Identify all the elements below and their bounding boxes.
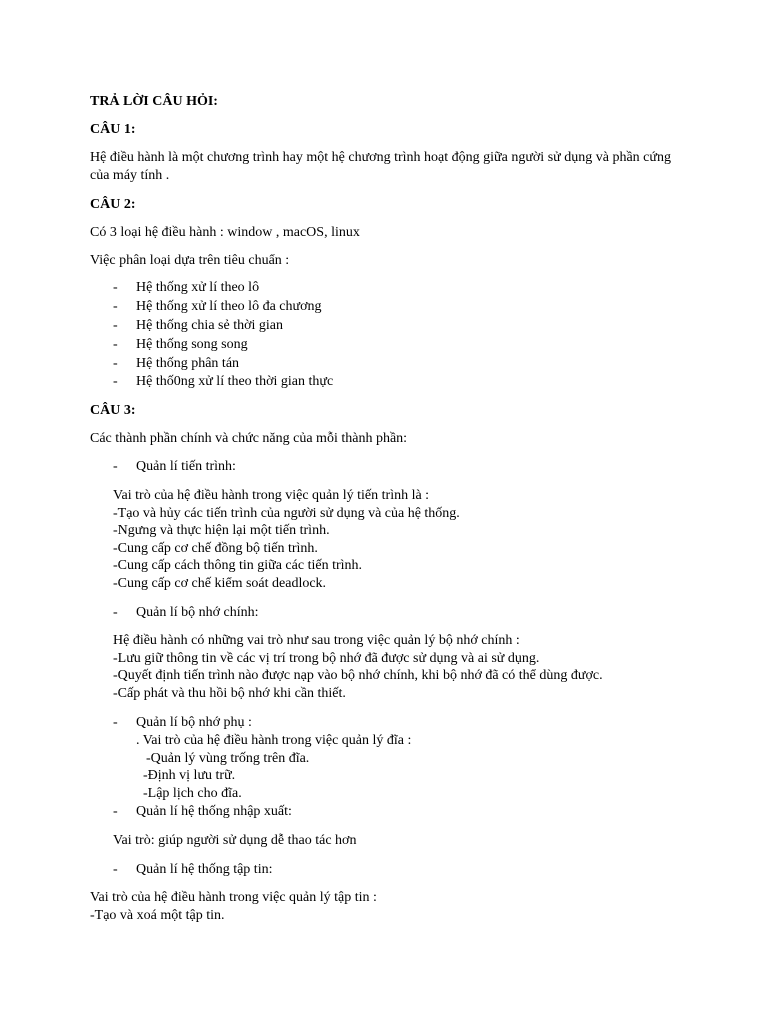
bullet-dash: - <box>113 804 118 819</box>
section-label: Quản lí bộ nhớ chính: <box>136 605 259 620</box>
section-text-line: -Lập lịch cho đĩa. <box>143 786 242 801</box>
question-2-title: CÂU 2: <box>90 197 136 212</box>
bullet-dash: - <box>113 605 118 620</box>
list-item: Hệ thống chia sẻ thời gian <box>136 318 283 333</box>
section-text-line: -Lưu giữ thông tin về các vị trí trong bộ nhớ đã được sử dụng và ai sử dụng. <box>113 651 540 666</box>
section-text-line: -Cấp phát và thu hồi bộ nhớ khi cần thiết. <box>113 686 346 701</box>
list-item: Hệ thống song song <box>136 337 248 352</box>
section-label: Quản lí tiến trình: <box>136 459 236 474</box>
section-text-line: Vai trò của hệ điều hành trong việc quản lý tiến trình là : <box>113 488 430 503</box>
section-text-line: -Tạo và xoá một tập tin. <box>90 908 225 923</box>
bullet-dash: - <box>113 459 118 474</box>
question-1-title: CÂU 1: <box>90 122 136 137</box>
section-text-line: Hệ điều hành có những vai trò như sau trong việc quản lý bộ nhớ chính : <box>113 633 520 648</box>
bullet-dash: - <box>113 299 118 314</box>
section-label: Quản lí bộ nhớ phụ : <box>136 715 252 730</box>
question-2-criteria: Việc phân loại dựa trên tiêu chuẩn : <box>90 253 290 268</box>
section-text-line: -Định vị lưu trữ. <box>143 768 236 783</box>
section-text-line: -Tạo và hủy các tiến trình của người sử dụng và của hệ thống. <box>113 506 460 521</box>
section-text-line: Vai trò: giúp người sử dụng dễ thao tác hơn <box>113 833 357 848</box>
section-text-line: -Cung cấp cơ chế kiểm soát deadlock. <box>113 576 327 591</box>
section-text-line: . Vai trò của hệ điều hành trong việc quản lý đĩa : <box>136 733 412 748</box>
section-label: Quản lí hệ thống tập tin: <box>136 862 273 877</box>
list-item: Hệ thống xử lí theo lô đa chương <box>136 299 322 314</box>
bullet-dash: - <box>113 715 118 730</box>
question-2-intro: Có 3 loại hệ điều hành : window , macOS, linux <box>90 225 360 240</box>
question-1-text-line: của máy tính . <box>90 168 170 183</box>
section-text-line: -Cung cấp cơ chế đồng bộ tiến trình. <box>113 541 318 556</box>
section-text-line: -Quản lý vùng trống trên đĩa. <box>146 751 310 766</box>
question-1-text-line: Hệ điều hành là một chương trình hay một hệ chương trình hoạt động giữa người sử dụng và phần cứng <box>90 150 671 165</box>
document-heading: TRẢ LỜI CÂU HỎI: <box>90 94 218 109</box>
question-3-intro: Các thành phần chính và chức năng của mỗi thành phần: <box>90 431 408 446</box>
bullet-dash: - <box>113 318 118 333</box>
bullet-dash: - <box>113 337 118 352</box>
section-text-line: Vai trò của hệ điều hành trong việc quản lý tập tin : <box>90 890 377 905</box>
list-item: Hệ thống xử lí theo lô <box>136 280 260 295</box>
bullet-dash: - <box>113 356 118 371</box>
bullet-dash: - <box>113 280 118 295</box>
section-text-line: -Quyết định tiến trình nào được nạp vào bộ nhớ chính, khi bộ nhớ đã có thể dùng được. <box>113 668 603 683</box>
question-3-title: CÂU 3: <box>90 403 136 418</box>
bullet-dash: - <box>113 862 118 877</box>
bullet-dash: - <box>113 374 118 389</box>
section-text-line: -Cung cấp cách thông tin giữa các tiến trình. <box>113 558 363 573</box>
section-label: Quản lí hệ thống nhập xuất: <box>136 804 292 819</box>
section-text-line: -Ngưng và thực hiện lại một tiến trình. <box>113 523 330 538</box>
list-item: Hệ thống phân tán <box>136 356 240 371</box>
list-item: Hệ thố0ng xử lí theo thời gian thực <box>136 374 334 389</box>
